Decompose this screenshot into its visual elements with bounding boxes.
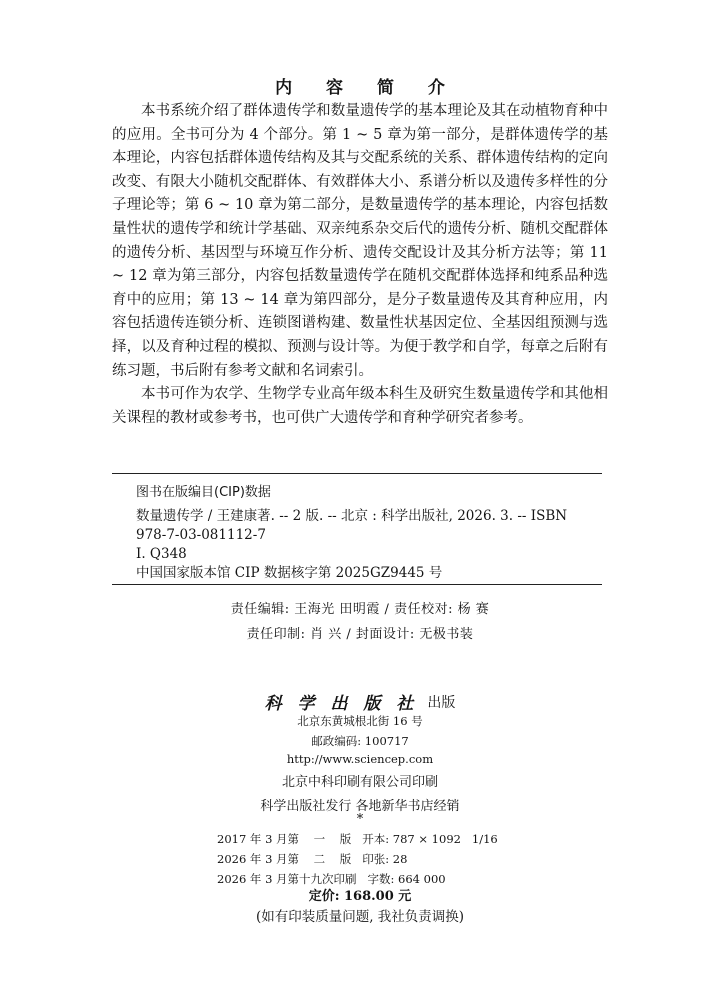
edition-row: 2017 年 3 月第 一 版 开本: 787 × 1092 1/16 <box>217 832 498 846</box>
cip-heading: 图书在版编目(CIP)数据 <box>136 485 271 500</box>
separator-star: * <box>356 812 364 827</box>
publisher-line <box>0 689 720 714</box>
price: 定价: 168.00 元 <box>308 889 412 904</box>
staff-credits-line-2: 责任印制: 肖 兴 / 封面设计: 无极书装 <box>246 627 474 642</box>
publisher-logo: 科 学 出 版 社 <box>264 694 419 714</box>
cip-line-3: I. Q348 <box>136 546 187 562</box>
top-divider <box>112 473 602 474</box>
abstract-paragraph-2: 本书可作为农学、生物学专业高年级本科生及研究生数量遗传学和其他相关课程的教材或参考书，也可供广大遗传学和育种学研究者参考。 <box>112 386 608 426</box>
bottom-divider <box>112 584 602 585</box>
cip-line-2: 978-7-03-081112-7 <box>136 527 266 543</box>
edition-row: 2026 年 3 月第十九次印刷 字数: 664 000 <box>217 872 446 886</box>
cip-data-block <box>136 483 608 583</box>
quality-notice: (如有印装质量问题, 我社负责调换) <box>255 909 465 925</box>
publisher-address: 北京东黄城根北街 16 号 <box>297 714 423 728</box>
publisher-website: http://www.sciencep.com <box>286 752 434 766</box>
printer-line: 北京中科印刷有限公司印刷 <box>281 775 438 790</box>
publisher-postcode: 邮政编码: 100717 <box>311 734 409 748</box>
distribution-line: 科学出版社发行 各地新华书店经销 <box>260 799 460 814</box>
abstract-paragraph-1: 本书系统介绍了群体遗传学和数量遗传学的基本理论及其在动植物育种中的应用。全书可分为 4 个部分。第 1 ~ 5 章为第一部分，是群体遗传学的基本理论，内容包括群体遗传结构及其与交配系统的关系、群体遗传结构的定向改变、有限大小随机交配群体、有效群体大小、系谱分析以及遗传多样性的分子理论等；第 6 ~ 10 章为第二部分，是数量遗传学的基本理论，内容包括数量性状的遗传学和统计学基础、双亲纯系杂交后代的遗传分析、随机交配群体的遗传分析、基因型与环境互作分析、遗传交配设计及其分析方法等；第 11 ~ 12 章为第三部分，内容包括数量遗传学在随机交配群体选择和纯系品种选育中的应用；第 13 ~ 14 章为第四部分，是分子数量遗传及其育种应用，内容包括遗传连锁分析、连锁图谱构建、数量性状基因定位、全基因组预测与选择，以及育种过程的模拟、预测与设计等。为便于教学和自学，每章之后附有练习题，书后附有参考文献和名词索引。 <box>112 103 608 379</box>
edition-row: 2026 年 3 月第 二 版 印张: 28 <box>217 852 408 866</box>
abstract <box>112 100 608 430</box>
publisher-suffix: 出版 <box>427 694 456 711</box>
edition-info <box>217 829 537 889</box>
staff-credits-line-1: 责任编辑: 王海光 田明霞 / 责任校对: 杨 赛 <box>230 602 490 617</box>
cip-line-4: 中国国家版本馆 CIP 数据核字第 2025GZ9445 号 <box>136 565 443 581</box>
page-title: 内 容 简 介 <box>275 78 459 98</box>
cip-line-1: 数量遗传学 / 王建康著. -- 2 版. -- 北京 : 科学出版社, 2026. 3. -- ISBN <box>136 508 568 524</box>
